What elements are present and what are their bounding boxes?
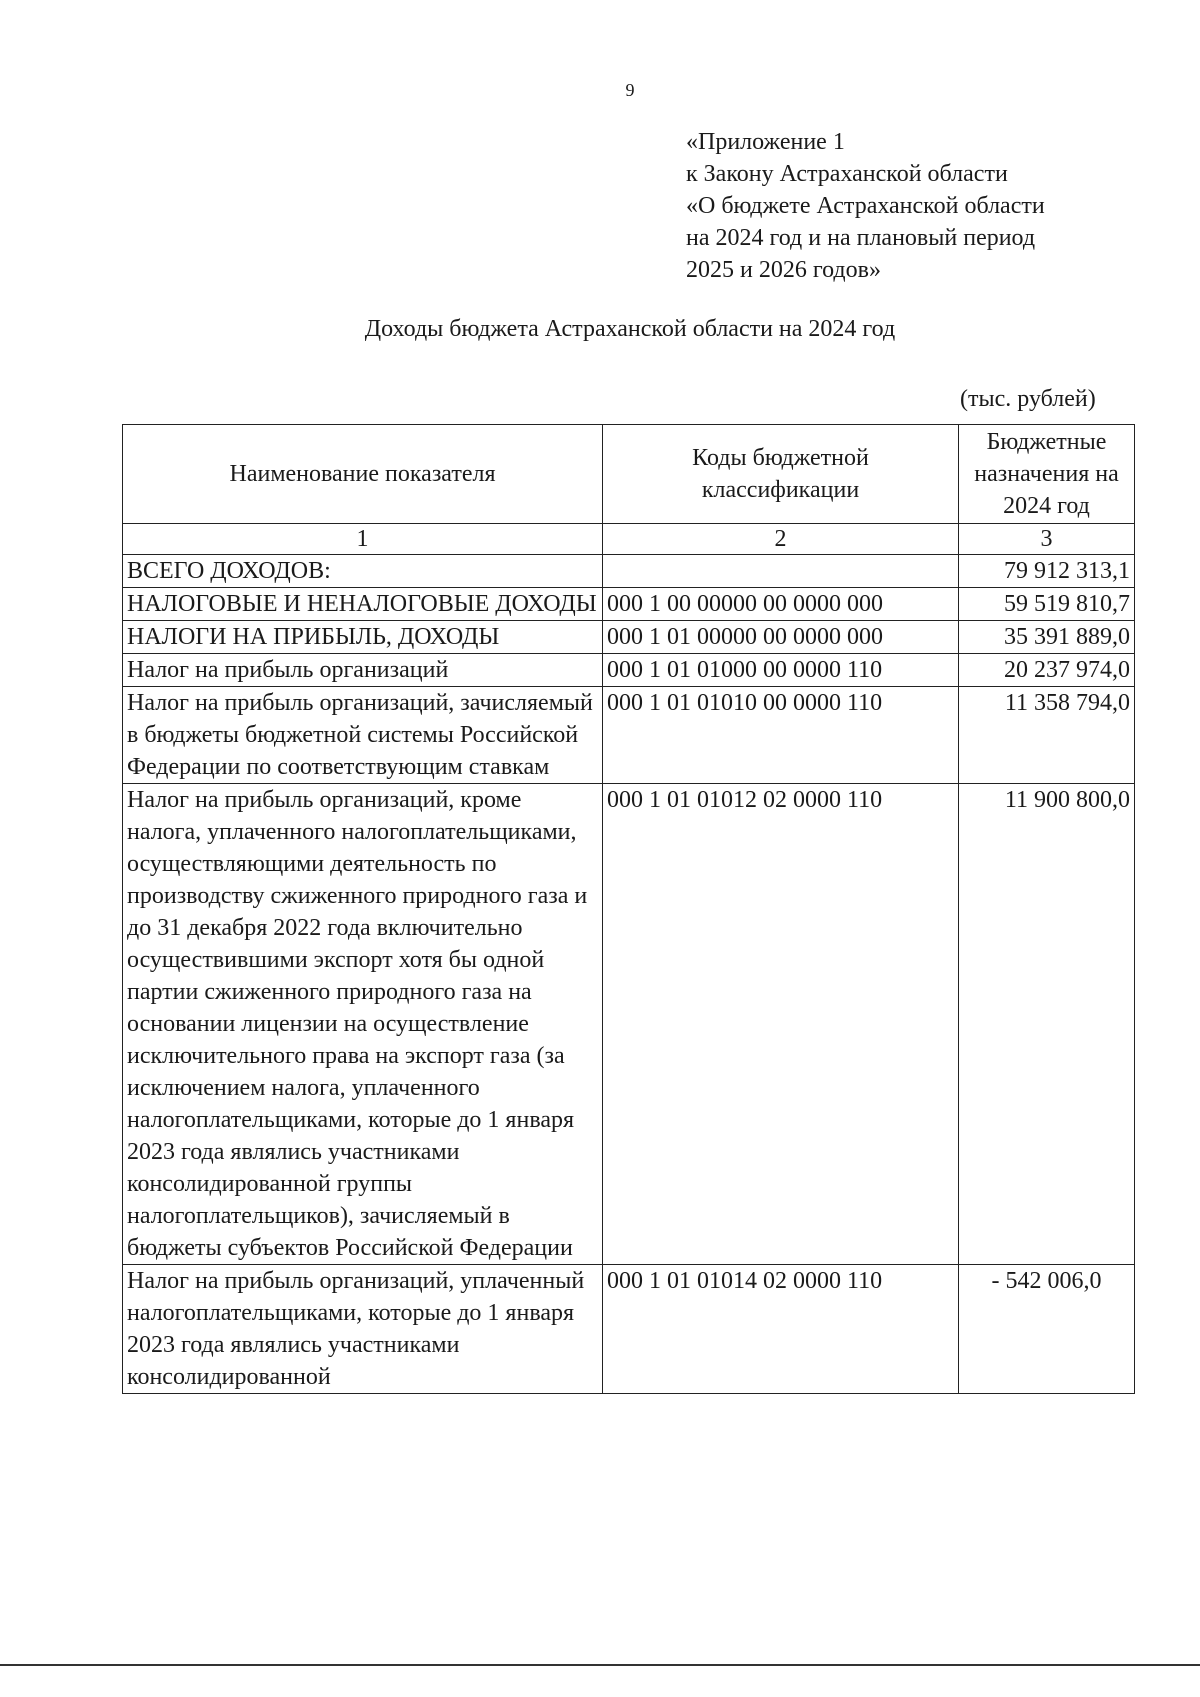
table-row xyxy=(123,555,1135,588)
annex-line: «Приложение 1 xyxy=(686,129,845,155)
row-name: Налог на прибыль организаций xyxy=(123,654,603,687)
row-amount: 20 237 974,0 xyxy=(959,654,1135,687)
page-bottom-divider xyxy=(0,1664,1200,1666)
row-name: Налог на прибыль организаций, уплаченный налогоплательщиками, которые до 1 января 2023 года являлись участниками консолидированной xyxy=(123,1265,603,1394)
header-code: Коды бюджетной классификации xyxy=(603,425,959,524)
header-name: Наименование показателя xyxy=(123,425,603,524)
annex-line: на 2024 год и на плановый период xyxy=(686,225,1036,251)
row-code: 000 1 01 01000 00 0000 110 xyxy=(603,654,959,687)
row-amount: - 542 006,0 xyxy=(959,1265,1135,1394)
units-label: (тыс. рублей) xyxy=(960,386,1096,412)
row-name: Налог на прибыль организаций, зачисляемый в бюджеты бюджетной системы Российской Федерации по соответствующим ставкам xyxy=(123,687,603,784)
table-row xyxy=(123,654,1135,687)
annex-line: к Закону Астраханской области xyxy=(686,161,1008,187)
column-number: 2 xyxy=(603,524,959,555)
table-row xyxy=(123,784,1135,1265)
row-amount: 11 358 794,0 xyxy=(959,687,1135,784)
row-code: 000 1 01 01010 00 0000 110 xyxy=(603,687,959,784)
column-number-row xyxy=(123,524,1135,555)
row-amount: 79 912 313,1 xyxy=(959,555,1135,588)
table-row xyxy=(123,1265,1135,1394)
page-number: 9 xyxy=(625,80,635,100)
row-name: ВСЕГО ДОХОДОВ: xyxy=(123,555,603,588)
annex-header xyxy=(686,126,1045,286)
budget-table xyxy=(122,424,1135,1394)
table-header-row xyxy=(123,425,1135,524)
row-name: НАЛОГОВЫЕ И НЕНАЛОГОВЫЕ ДОХОДЫ xyxy=(123,588,603,621)
row-code xyxy=(603,555,959,588)
row-amount: 59 519 810,7 xyxy=(959,588,1135,621)
row-amount: 11 900 800,0 xyxy=(959,784,1135,1265)
document-title: Доходы бюджета Астраханской области на 2024 год xyxy=(364,316,896,342)
row-name: Налог на прибыль организаций, кроме налога, уплаченного налогоплательщиками, осуществляющими деятельность по производству сжиженного природного газа и до 31 декабря 2022 года включительно осуществившими экспорт хотя бы одной партии сжиженного природного газа на основании лицензии на осуществление исключительного права на экспорт газа (за исключением налога, уплаченного налогоплательщиками, которые до 1 января 2023 года являлись участниками консолидированной группы налогоплательщиков), зачисляемый в бюджеты субъектов Российской Федерации xyxy=(123,784,603,1265)
row-name: НАЛОГИ НА ПРИБЫЛЬ, ДОХОДЫ xyxy=(123,621,603,654)
row-amount: 35 391 889,0 xyxy=(959,621,1135,654)
annex-line: 2025 и 2026 годов» xyxy=(686,257,881,283)
table-row xyxy=(123,621,1135,654)
header-amount: Бюджетные назначения на 2024 год xyxy=(959,425,1135,524)
column-number: 3 xyxy=(959,524,1135,555)
row-code: 000 1 01 01012 02 0000 110 xyxy=(603,784,959,1265)
column-number: 1 xyxy=(123,524,603,555)
table-row xyxy=(123,588,1135,621)
row-code: 000 1 01 00000 00 0000 000 xyxy=(603,621,959,654)
row-code: 000 1 01 01014 02 0000 110 xyxy=(603,1265,959,1394)
row-code: 000 1 00 00000 00 0000 000 xyxy=(603,588,959,621)
table-row xyxy=(123,687,1135,784)
annex-line: «О бюджете Астраханской области xyxy=(686,193,1045,219)
